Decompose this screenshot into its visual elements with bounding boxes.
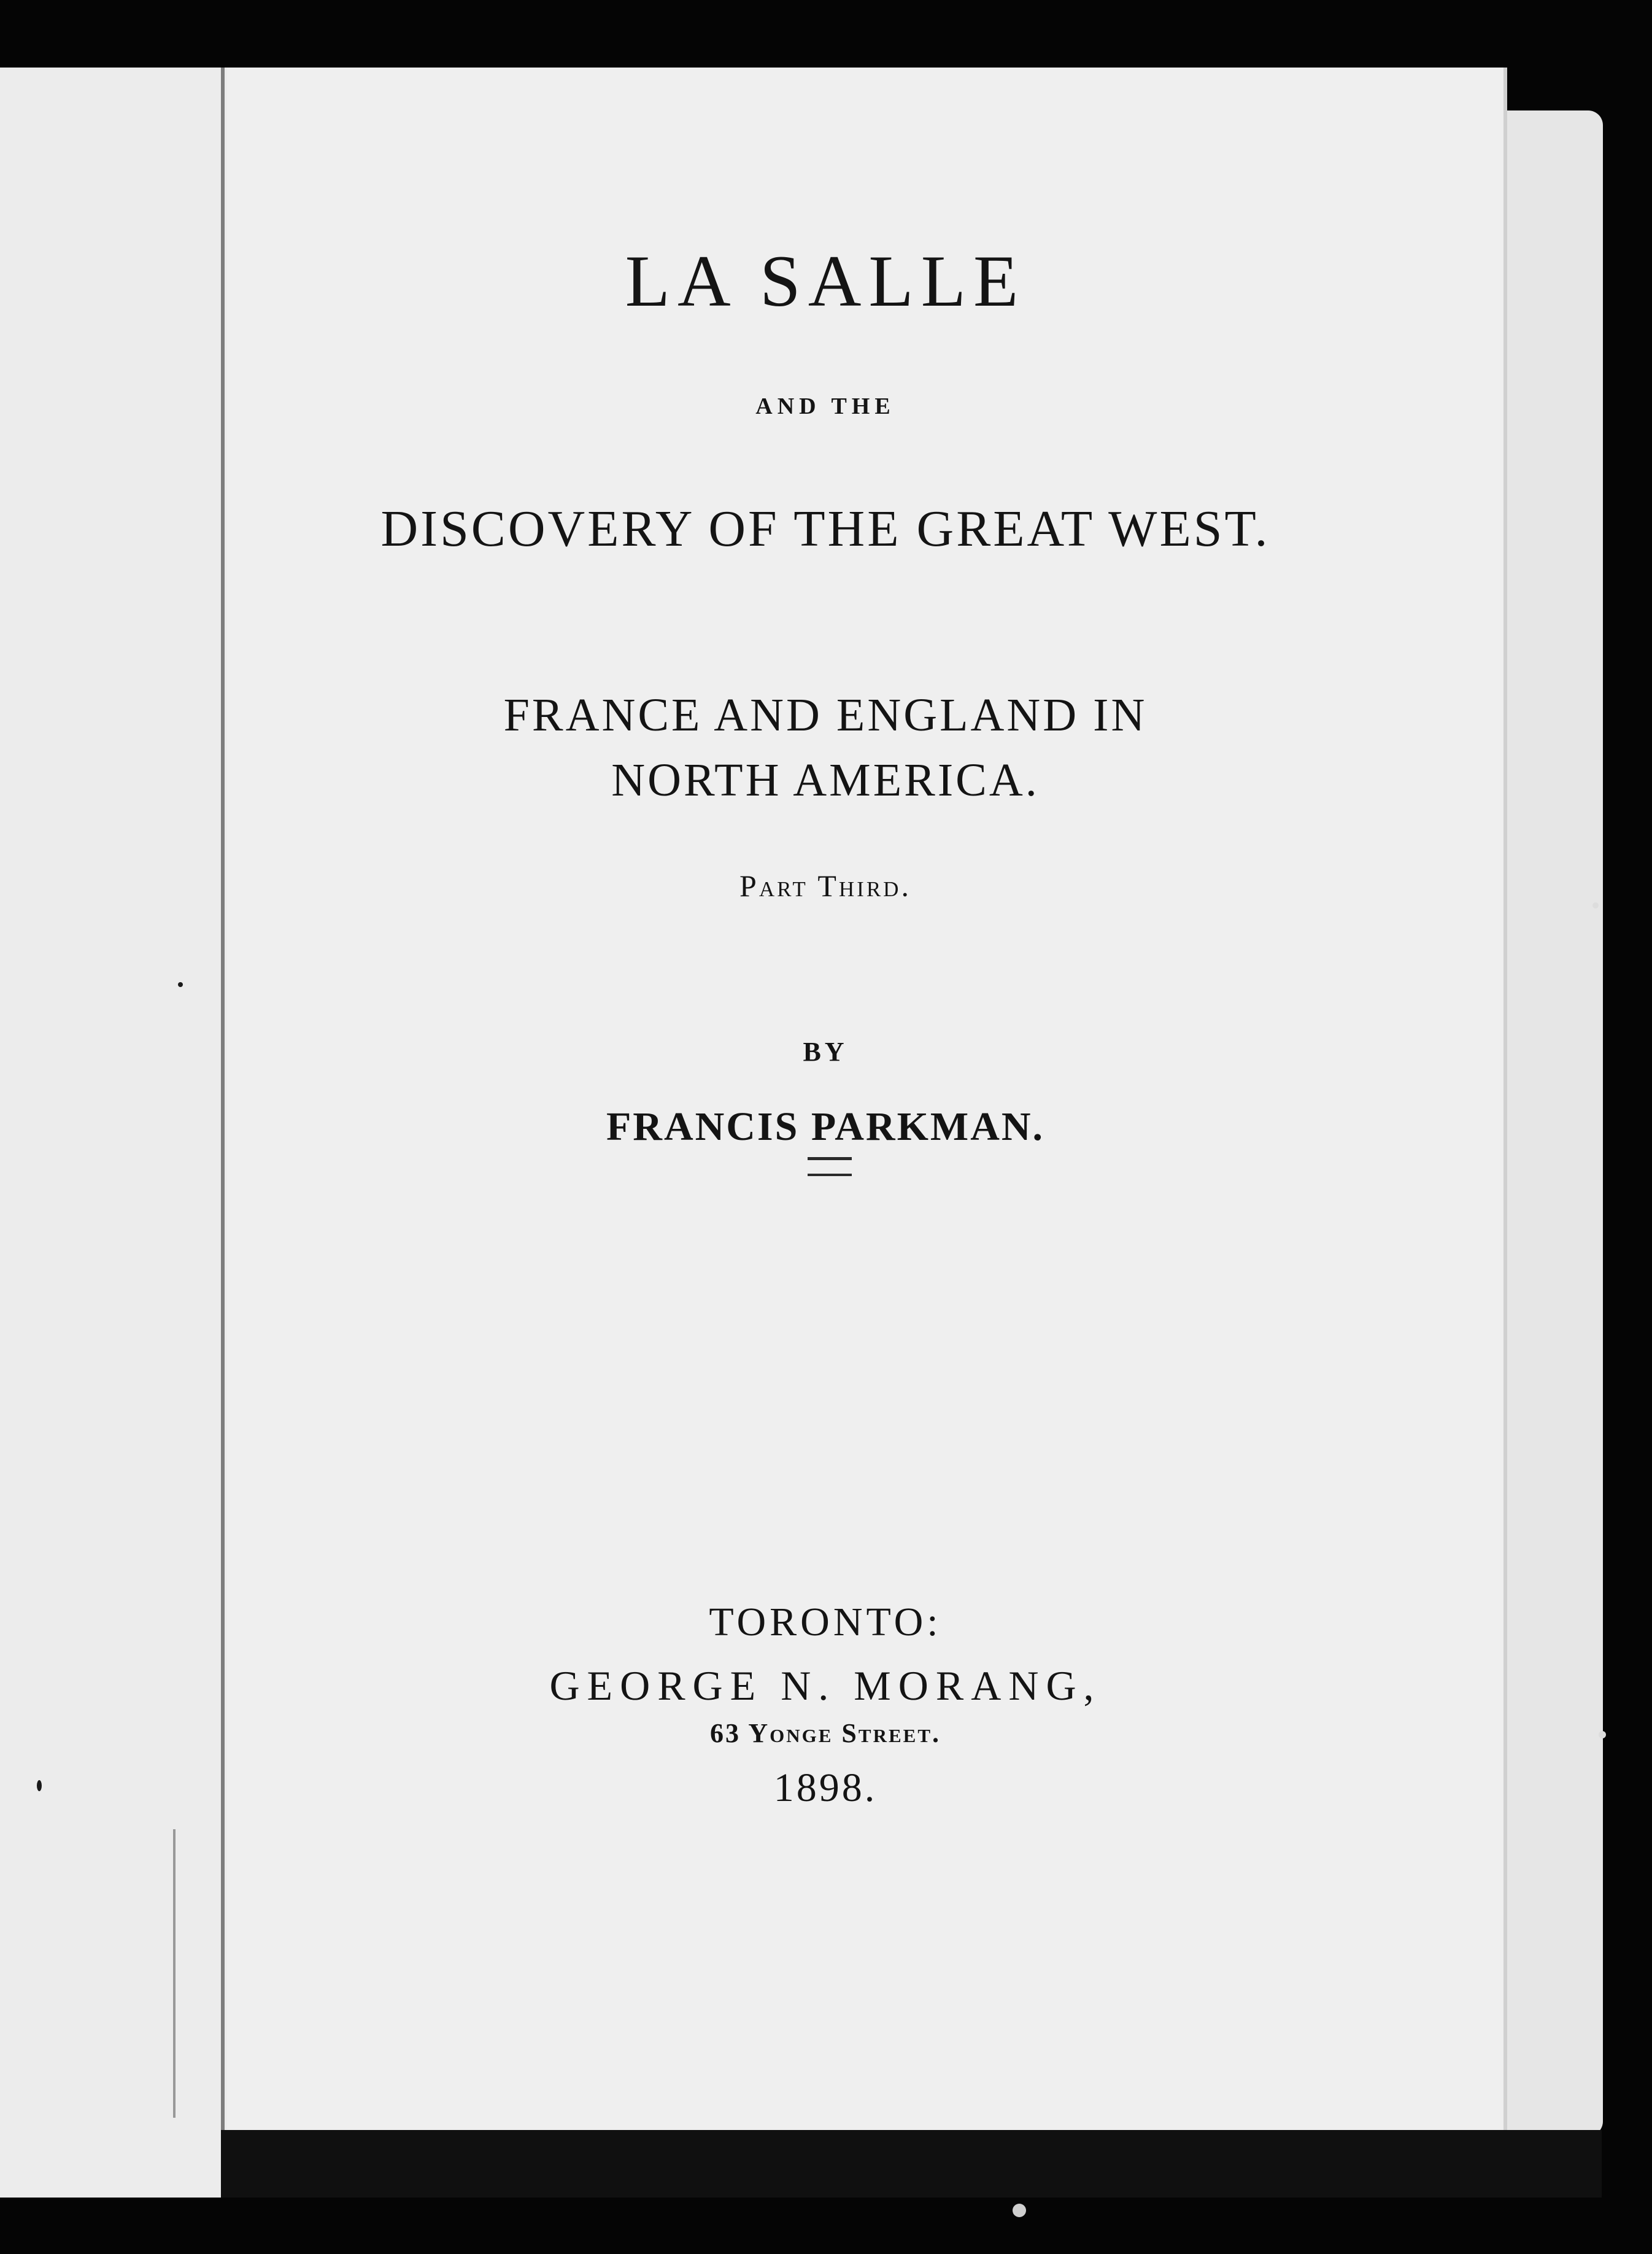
byline-label: BY — [803, 1037, 848, 1067]
pen-underline-mark — [808, 1157, 852, 1176]
title-connector: AND THE — [755, 393, 895, 419]
imprint-year: 1898. — [773, 1765, 878, 1810]
book-title: LA SALLE — [625, 240, 1026, 322]
scan-speck — [178, 982, 183, 987]
scan-speck — [37, 1780, 42, 1791]
title-page — [227, 68, 1507, 2136]
imprint-address: 63 Yonge Street. — [710, 1718, 941, 1748]
author-name: FRANCIS PARKMAN. — [606, 1104, 1045, 1149]
imprint-publisher: GEORGE N. MORANG, — [549, 1662, 1102, 1709]
book-subtitle: DISCOVERY OF THE GREAT WEST. — [380, 500, 1270, 557]
bottom-shadow — [221, 2130, 1602, 2198]
series-title-line-2: NORTH AMERICA. — [611, 754, 1040, 806]
scan-speck — [1599, 1731, 1606, 1738]
part-label: Part Third. — [739, 869, 911, 903]
series-title-line-1: FRANCE AND ENGLAND IN — [503, 689, 1148, 741]
scan-speck — [1013, 2204, 1026, 2217]
scan-speck — [1592, 902, 1599, 908]
imprint-city: TORONTO: — [709, 1600, 942, 1644]
fold-crease — [173, 1829, 176, 2118]
